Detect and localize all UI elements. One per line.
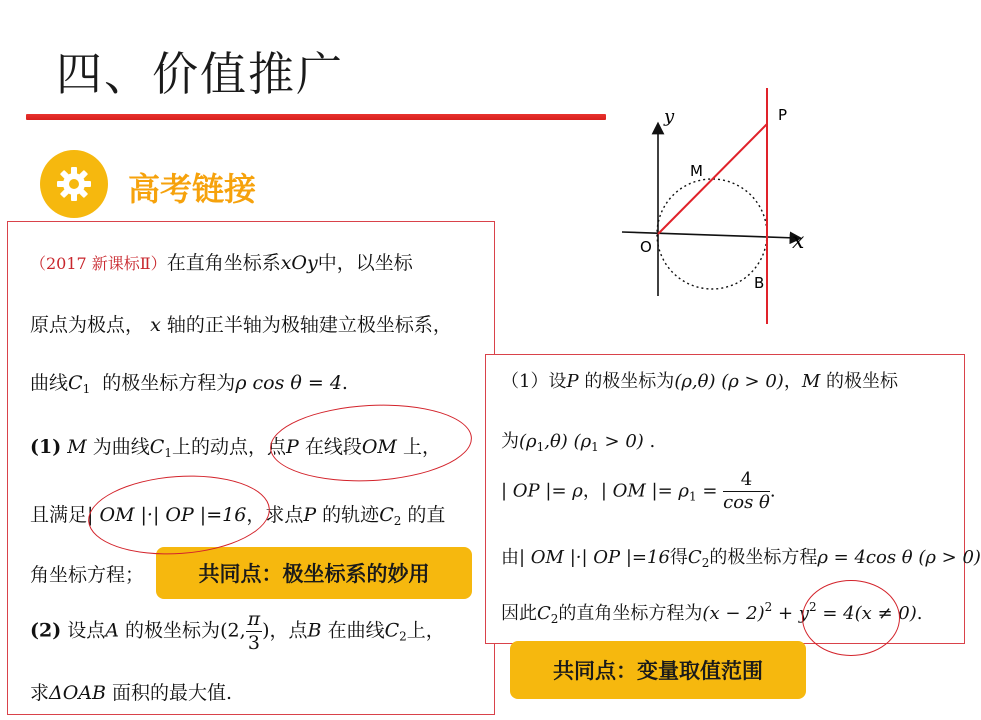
gear-icon bbox=[54, 164, 94, 204]
highlight-polar-usage: 共同点：极坐标系的妙用 bbox=[156, 547, 472, 599]
polar-diagram bbox=[600, 86, 840, 336]
solution-line-2: 为$(\rho_1,\theta) (\rho_1 > 0)$ . bbox=[501, 431, 656, 454]
four-over-cos: $\frac{4}{\text{cos θ}}$ bbox=[723, 469, 770, 513]
circle-annotation-x-ne-0 bbox=[802, 580, 900, 656]
segment-op bbox=[658, 124, 767, 234]
highlight-variable-range: 共同点：变量取值范围 bbox=[510, 641, 806, 699]
label-m: M bbox=[690, 162, 703, 180]
problem-line-3: 曲线$C_1$ 的极坐标方程为ρ cos θ = 4. bbox=[30, 372, 348, 396]
section-label: 高考链接 bbox=[128, 170, 257, 208]
problem-line-8: 求ΔOAB 面积的最大值. bbox=[30, 682, 233, 704]
solution-line-3: | OP |= ρ，| OM |= $\rho_1$ = $\frac{4}{\text{cos θ}}$ . bbox=[501, 469, 776, 513]
problem-line-2: 原点为极点， x 轴的正半轴为极轴建立极坐标系， bbox=[30, 314, 452, 336]
section-badge bbox=[40, 150, 108, 218]
problem-line-5: 且满足| OM |·| OP |=16，求点P 的轨迹$C_2$ 的直 bbox=[30, 504, 446, 528]
solution-line-4: 由| OM |·| OP |=16得$C_2$的极坐标方程ρ = 4cos θ (ρ > 0) bbox=[501, 547, 981, 570]
label-x: x bbox=[792, 229, 805, 254]
pi-over-3: $\frac{\pi}{3}$ bbox=[247, 608, 261, 654]
problem-line-7: (2) 设点A 的极坐标为(2, $\frac{\pi}{3}$ )，点B 在曲线$C_2$上， bbox=[30, 608, 445, 654]
label-o: O bbox=[640, 238, 652, 256]
label-p: P bbox=[778, 106, 788, 124]
problem-line-4: (1) M 为曲线$C_1$上的动点，点P 在线段OM 上， bbox=[30, 436, 441, 460]
solution-line-5: 因此$C_2$的直角坐标方程为$(x - 2)^2 + y^2 = 4(x \ne 0)$. bbox=[501, 600, 923, 626]
problem-line-1: （2017 新课标Ⅱ）在直角坐标系xOy中，以坐标 bbox=[30, 252, 413, 274]
label-b: B bbox=[754, 274, 765, 292]
problem-line-6: 角坐标方程； bbox=[30, 564, 145, 586]
page-title: 四、价值推广 bbox=[56, 47, 344, 101]
problem-source: （2017 新课标Ⅱ） bbox=[30, 254, 167, 273]
title-underline bbox=[26, 114, 606, 120]
label-y: y bbox=[664, 106, 675, 127]
solution-line-1: （1）设P 的极坐标为(ρ,θ) (ρ > 0)，M 的极坐标 bbox=[501, 371, 898, 392]
